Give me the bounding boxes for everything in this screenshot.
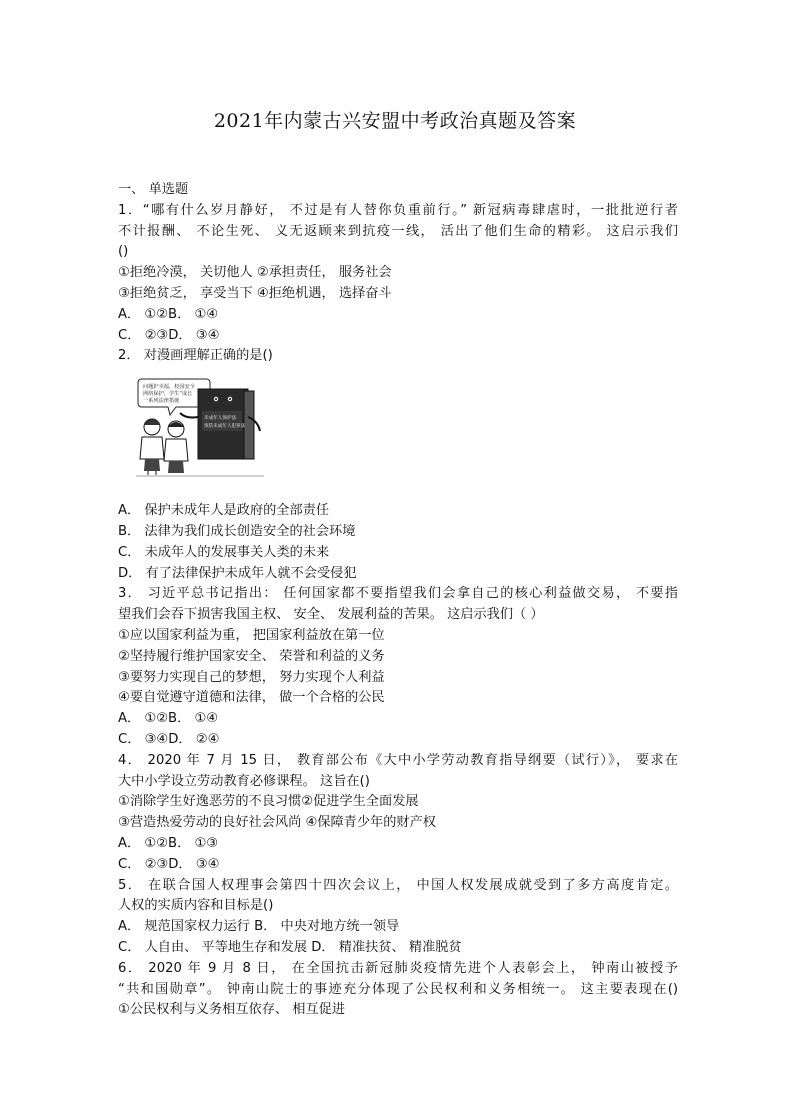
q1-choice-line: C． ②③D． ③④ [118, 327, 220, 343]
q2-option-line: D． 有了法律保护未成年人就不会受侵犯 [118, 565, 357, 581]
bubble-text-line: 一系列法律措施 [143, 398, 180, 405]
question-2 [118, 346, 678, 584]
q3-option-line: ②坚持履行维护国家安全、 荣誉和利益的义务 [118, 648, 385, 664]
q5-stem-line: 5． 在联合国人权理事会第四十四次会议上， 中国人权发展成就受到了多方高度肯定。 [118, 877, 678, 893]
q2-option-line: C． 未成年人的发展事关人类的未来 [118, 544, 330, 560]
question-6 [118, 959, 678, 1021]
book-title-line: 预防未成年人犯罪法 [204, 424, 246, 430]
q1-choice-line: A． ①②B． ①④ [118, 306, 219, 322]
q5-stem-line: 人权的实质内容和目标是() [118, 898, 274, 914]
q1-stem-line: () [118, 244, 129, 260]
document-title: 2021年内蒙古兴安盟中考政治真题及答案 [213, 110, 577, 132]
q4-option-line: ①消除学生好逸恶劳的不良习惯②促进学生全面发展 [118, 794, 419, 810]
book-title-line: 未成年人保护法 [204, 416, 237, 422]
question-1 [118, 201, 678, 347]
cartoon-image [136, 373, 266, 477]
q4-stem-line: 4． 2020 年 7 月 15 日， 教育部公布《大中小学劳动教育指导纲要（试行）》， 要求在 [118, 752, 678, 768]
q5-choice-line: C． 人自由、 平等地生存和发展 D． 精准扶贫、 精准脱贫 [118, 939, 462, 955]
q4-choice-line: A． ①②B． ①③ [118, 835, 219, 851]
q2-option-line: A． 保护未成年人是政府的全部责任 [118, 503, 330, 519]
q4-option-line: ③营造热爱劳动的良好社会风尚 ④保障青少年的财产权 [118, 815, 436, 831]
q3-option-line: ①应以国家利益为重， 把国家利益放在第一位 [118, 627, 385, 643]
bubble-text-line: 网络保护，学生“成长 [143, 391, 193, 398]
q3-choice-line: A． ①②B． ①④ [118, 711, 219, 727]
q3-option-line: ③要努力实现自己的梦想， 努力实现个人利益 [118, 669, 385, 685]
q1-option-line: ③拒绝贫乏， 享受当下 ④拒绝机遇， 选择奋斗 [118, 285, 392, 301]
q6-option-line: ①公民权利与义务相互依存、 相互促进 [118, 1002, 346, 1018]
question-3 [118, 584, 678, 750]
q1-stem-line: 1．“哪有什么岁月静好， 不过是有人替你负重前行。” 新冠病毒肆虐时，一批批逆行者 [118, 202, 678, 218]
q3-stem-line: 望我们会吞下损害我国主权、 安全、 发展利益的苦果。 这启示我们（ ） [118, 607, 544, 623]
q3-choice-line: C． ③④D． ②④ [118, 731, 220, 747]
question-4 [118, 751, 678, 876]
q6-stem-line: “共和国勋章”。 钟南山院士的事迹充分体现了公民权利和义务相统一。 这主要表现在() [118, 981, 678, 997]
bubble-text-line: 问题护幸福，校园安全 [143, 384, 195, 391]
q4-choice-line: C． ②③D． ③④ [118, 856, 220, 872]
q5-choice-line: A． 规范国家权力运行 B． 中央对地方统一领导 [118, 919, 400, 935]
q3-option-line: ④要自觉遵守道德和法律， 做一个合格的公民 [118, 690, 385, 706]
q3-stem-line: 3． 习近平总书记指出： 任何国家都不要指望我们会拿自己的核心利益做交易， 不要指 [118, 586, 678, 602]
q1-stem-line: 不计报酬、 不论生死、 义无返顾来到抗疫一线， 活出了他们生命的精彩。 这启示我们 [118, 223, 678, 239]
q4-stem-line: 大中小学设立劳动教育必修课程。 这旨在() [118, 773, 370, 789]
q6-stem-line: 6． 2020 年 9 月 8 日， 在全国抗击新冠肺炎疫情先进个人表彰会上， 钟南山被授予 [118, 960, 678, 976]
section-heading: 一、 单选题 [118, 182, 189, 197]
q2-stem-line: 2． 对漫画理解正确的是() [118, 348, 273, 364]
cartoon-figure [118, 367, 678, 501]
q1-option-line: ①拒绝冷漠， 关切他人 ②承担责任， 服务社会 [118, 265, 392, 281]
q2-option-line: B． 法律为我们成长创造安全的社会环境 [118, 523, 356, 539]
question-body [118, 180, 678, 1021]
question-5 [118, 876, 678, 959]
